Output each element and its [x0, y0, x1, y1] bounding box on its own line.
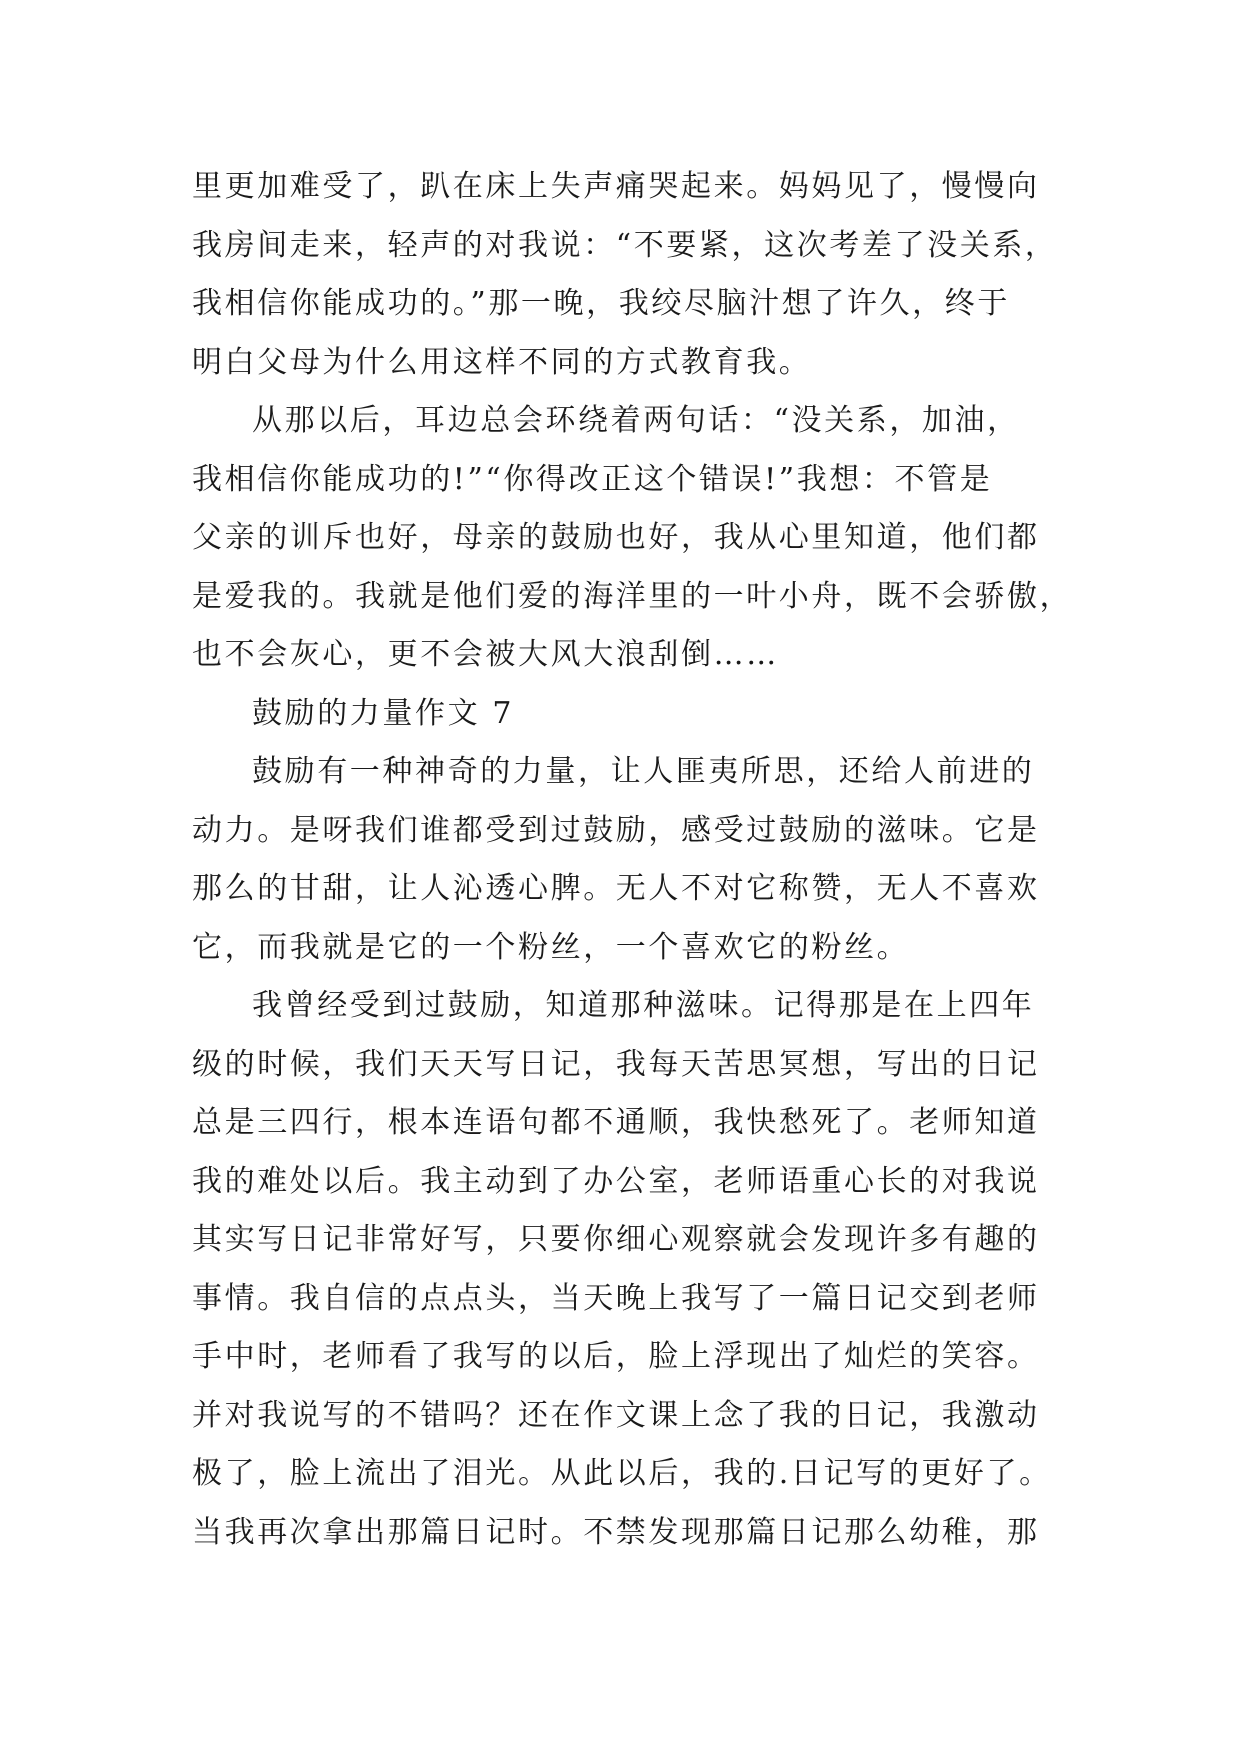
body-text [192, 158, 1092, 1562]
text-line: 当我再次拿出那篇日记时。不禁发现那篇日记那么幼稚，那 [192, 1514, 1040, 1550]
paragraph-first-line: 我曾经受到过鼓励，知道那种滋味。记得那是在上四年 [252, 988, 1035, 1023]
text-line: 我房间走来，轻声的对我说：“不要紧，这次考差了没关系， [192, 227, 1058, 263]
text-line: 动力。是呀我们谁都受到过鼓励，感受过鼓励的滋味。它是 [192, 812, 1040, 848]
text-line: 那么的甘甜，让人沁透心脾。无人不对它称赞，无人不喜欢 [192, 871, 1040, 906]
text-line: 明白父母为什么用这样不同的方式教育我。 [192, 344, 812, 380]
text-line: 我的难处以后。我主动到了办公室，老师语重心长的对我说 [192, 1163, 1040, 1199]
text-line: 总是三四行，根本连语句都不通顺，我快愁死了。老师知道 [192, 1105, 1040, 1140]
text-line: 手中时，老师看了我写的以后，脸上浮现出了灿烂的笑容。 [192, 1339, 1040, 1374]
text-line: 是爱我的。我就是他们爱的海洋里的一叶小舟，既不会骄傲， [192, 578, 1073, 614]
text-line: 并对我说写的不错吗？还在作文课上念了我的日记，我激动 [192, 1397, 1040, 1433]
paragraph-first-line: 从那以后，耳边总会环绕着两句话：“没关系，加油， [252, 403, 1020, 438]
text-line: 它，而我就是它的一个粉丝，一个喜欢它的粉丝。 [192, 929, 910, 965]
text-line: 我相信你能成功的。”那一晚，我绞尽脑汁想了许久，终于 [192, 286, 1010, 321]
text-line: 里更加难受了，趴在床上失声痛哭起来。妈妈见了，慢慢向 [192, 169, 1040, 204]
text-line: 极了，脸上流出了泪光。从此以后，我的.日记写的更好了。 [192, 1456, 1052, 1491]
text-line: 事情。我自信的点点头，当天晚上我写了一篇日记交到老师 [192, 1280, 1040, 1316]
paragraph-first-line: 鼓励有一种神奇的力量，让人匪夷所思，还给人前进的 [252, 754, 1035, 789]
text-line: 父亲的训斥也好，母亲的鼓励也好，我从心里知道，他们都 [192, 520, 1040, 555]
paragraph-first-line: 鼓励的力量作文 7 [252, 695, 515, 731]
text-line: 其实写日记非常好写，只要你细心观察就会发现许多有趣的 [192, 1222, 1040, 1257]
text-line: 我相信你能成功的!”“你得改正这个错误!”我想：不管是 [192, 461, 993, 497]
text-line: 级的时候，我们天天写日记，我每天苦思冥想，写出的日记 [192, 1046, 1040, 1082]
text-line: 也不会灰心，更不会被大风大浪刮倒…… [192, 637, 779, 672]
